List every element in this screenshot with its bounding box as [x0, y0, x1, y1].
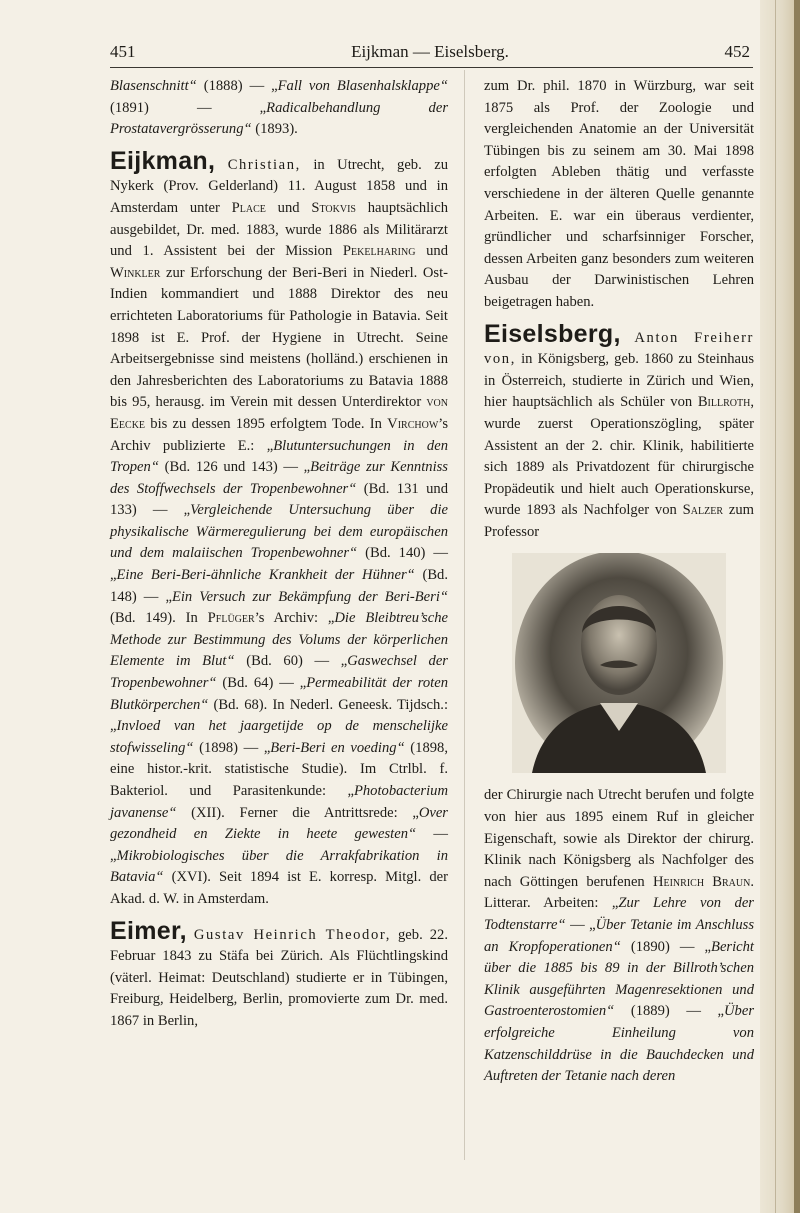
left-column	[110, 76, 448, 1033]
column-divider	[464, 70, 465, 1160]
text: — „	[565, 917, 596, 934]
running-title: Eijkman — Eiselsberg.	[351, 42, 509, 61]
text: der Chirurgie nach Utrecht berufen und folgte von hier aus 1895 einem Ruf in gleicher Eigenschaft, sowie als Direktor der chirurg. Klinik nach Königsberg als Nachfolger des nach Göttingen berufenen	[484, 787, 754, 890]
text: Pekelharing	[342, 243, 416, 260]
text: (Bd. 68). In Nederl. Geneesk. Tijdsch.: „	[110, 696, 448, 735]
text: bis zu dessen 1895 erfolgtem Tode. In	[145, 415, 388, 432]
text: (Bd. 148) — „	[110, 567, 448, 605]
page-number-left: 451	[110, 42, 136, 61]
text: Stokvis	[311, 199, 356, 216]
text: . Litterar. Arbeiten: „	[484, 873, 754, 912]
text: (1891) — „	[110, 99, 267, 116]
text: (XII). Ferner die Antrittsrede: „	[176, 804, 419, 821]
text: Beiträge zur Kenntniss des Stoffwechsels der Tropenbewohner“	[110, 459, 448, 497]
text: Ein Versuch zur Bekämpfung der Beri-Beri“	[171, 588, 449, 605]
text: zum Professor	[484, 502, 754, 540]
text: und	[265, 199, 312, 216]
continued-entry	[110, 76, 448, 141]
text: (1898) — „	[193, 739, 271, 756]
text: ’s Archiv publizierte E.: „	[110, 415, 448, 454]
text: Photobacterium javanense“	[110, 783, 448, 821]
text: (Bd. 64) — „	[216, 675, 307, 692]
headword-eimer: Eimer,	[110, 916, 187, 945]
text: Permeabilität der roten Blutkörperchen“	[110, 675, 448, 713]
text: (Bd. 131 und 133) — „	[110, 480, 449, 519]
text: Pflüger	[207, 610, 255, 627]
headword-eijkman: Eijkman,	[110, 146, 216, 175]
entry-eiselsberg	[484, 319, 754, 544]
text: (1888) — „	[196, 78, 278, 94]
header-rule	[110, 67, 753, 68]
book-edge-line	[775, 0, 776, 1213]
page-number-right: 452	[724, 42, 750, 61]
text: Gaswechsel der Tropenbewohner“	[110, 653, 448, 692]
text: Blasenschnitt“	[110, 78, 197, 94]
text: — „	[110, 826, 448, 864]
portrait-image	[512, 553, 726, 773]
continued-entry-eimer: zum Dr. phil. 1870 in Würzburg, war seit 1875 als Prof. der Zoologie und vergleichenden Anatomie an der Universität Tübingen bis zu seinem am 30. Mai 1898 erfolgten Ableben thätig und verfasste verschiedene in der älteren Quelle genannte Arbeiten. E. war ein überaus verdienter, gründlicher und scharfsinniger Forscher, dessen Arbeiten ganz besonders zum weiteren Ausbau der Darwinistischen Lehren beigetragen haben.	[484, 78, 754, 310]
running-header	[110, 42, 750, 66]
text: ’s Archiv: „	[254, 610, 335, 627]
text: Eine Beri-Beri-ähnliche Krankheit der Hühner“	[116, 567, 415, 584]
headword-eiselsberg: Eiselsberg,	[484, 319, 621, 348]
text: (Bd. 149). In	[110, 610, 208, 627]
text: geb. 22. Februar 1843 zu Stäfa bei Zürich. Als Flüchtlingskind (väterl. Heimat: Deutschland) studierte er in Tübingen, Freiburg, Heidelberg, Berlin, promovierte zum Dr. med. 1867 in Berlin,	[110, 926, 448, 1029]
text: von Eecke	[110, 394, 448, 432]
text: Bericht über die 1885 bis 89 in der Billroth’schen Klinik ausgeführten Magenresektionen und Gastroenterostomien“	[484, 938, 754, 1020]
given-name: Christian,	[227, 156, 301, 173]
text: , wurde zuerst Operationszögling, später Assistent an der 2. chir. Klinik, habilitierte sich 1889 als Privatdozent für chirurgische Propädeutik und hielt auch Operationskurse, wurde 1893 als Nachfolger von	[484, 394, 754, 519]
text: Radicalbehandlung der Prostatavergrösserung“	[110, 99, 448, 138]
text: (XVI). Seit 1894 ist E. korresp. Mitgl. der Akad. d. W. in Amsterdam.	[110, 869, 448, 907]
text: Beri-Beri en voeding“	[270, 739, 405, 756]
text: und	[415, 243, 449, 260]
text: in Utrecht, geb. zu Nykerk (Prov. Gelderland) 11. August 1858 und in Amsterdam unter	[110, 156, 448, 216]
text: Über erfolgreiche Einheilung von Katzenschilddrüse in die Bauchdecken und Auftreten der Tetanie nach deren	[484, 1003, 754, 1085]
text: Die Bleibtreu’sche Methode zur Bestimmung des Volums der körperlichen Elemente im Blut“	[110, 610, 448, 670]
text: (1889) — „	[614, 1003, 724, 1020]
text: Heinrich Braun	[652, 873, 751, 890]
text: hauptsächlich ausgebildet, Dr. med. 1883, wurde 1886 als Militärarzt und 1. Assistent bei der Mission	[110, 199, 448, 260]
text: Salzer	[682, 502, 724, 519]
text: Winkler	[110, 264, 161, 281]
given-name: Anton Freiherr von,	[484, 329, 754, 368]
text: Virchow	[387, 415, 439, 432]
text: zur Erforschung der Beri-Beri in Niederl. Ost-Indien kommandiert und 1888 Direktor des neu errichteten Laboratoriums für Pathologie in Batavia. Seit 1898 ist E. Prof. der Hygiene in Utrecht. Seine Arbeitsergebnisse sind meistens (holländ.) erschienen in den Jahresberichten des Laboratoriums zu Batavia 1888 bis 95, herausg. im Verein mit dessen Unterdirektor	[110, 264, 448, 411]
text: Invloed van het jaargetijde op de menschelijke stofwisseling“	[110, 718, 448, 756]
text: (Bd. 60) — „	[234, 653, 348, 670]
text: (Bd. 126 und 143) — „	[158, 459, 311, 476]
book-edge-shadow	[794, 0, 800, 1213]
text: (1893).	[251, 121, 298, 138]
text: (1898, eine histor.-krit. statistische Studie). Im Ctrlbl. f. Bakteriol. und Parasitenkunde: „	[110, 739, 448, 799]
text: Mikrobiologisches über die Arrakfabrikation in Batavia“	[110, 847, 448, 886]
text: in Königsberg, geb. 1860 zu Steinhaus in Österreich, studierte in Zürich und Wien, hier hauptsächlich als Schüler von	[484, 351, 754, 411]
text: Vergleichende Untersuchung über die physikalische Wärmeregulierung bei dem europäischen und dem malaiischen Tropenbewohner“	[110, 502, 448, 562]
text: (1890) — „	[620, 938, 712, 955]
text: Billroth	[697, 394, 751, 411]
text: Over gezondheid en Ziekte in heete gewesten“	[110, 804, 448, 843]
right-column	[484, 76, 754, 1088]
given-name: Gustav Heinrich Theodor,	[193, 926, 391, 943]
entry-eimer	[110, 916, 448, 1033]
text: Über Tetanie im Anschluss an Kropfoperationen“	[484, 917, 754, 955]
entry-eiselsberg-continued	[484, 785, 754, 1087]
text: Blutuntersuchungen in den Tropen“	[110, 437, 449, 476]
text: Fall von Blasenhalsklappe“	[277, 78, 448, 94]
text: Place	[231, 199, 266, 216]
entry-eijkman	[110, 146, 449, 911]
text: Zur Lehre von der Todtenstarre“	[484, 895, 754, 934]
text: (Bd. 140) — „	[110, 545, 448, 584]
